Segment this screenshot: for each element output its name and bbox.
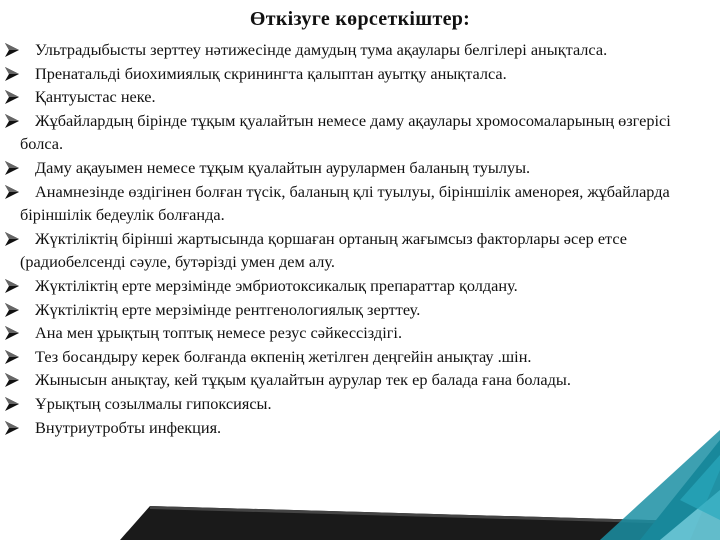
- arrowhead-bullet-icon: [5, 161, 19, 175]
- list-item: [20, 38, 710, 62]
- list-item-text: Жынысын анықтау, кей тұқым қуалайтын аурулар тек ер балада ғана болады.: [35, 370, 571, 390]
- list-item: [20, 345, 710, 369]
- arrowhead-bullet-icon: [5, 279, 19, 293]
- list-item-text: Тез босандыру керек болғанда өкпенің жетілген деңгейін анықтау .шін.: [35, 346, 532, 366]
- arrowhead-bullet-icon: [5, 350, 19, 364]
- list-item: [20, 416, 710, 440]
- list-item: [20, 321, 710, 345]
- list-item: [20, 156, 710, 180]
- list-item: [20, 62, 710, 86]
- list-item: [20, 392, 710, 416]
- arrowhead-bullet-icon: [5, 114, 19, 128]
- bottom-bar-shape: [120, 506, 720, 540]
- slide-title: Өткізуге көрсеткіштер:: [249, 8, 471, 30]
- list-item-text: Внутриутробты инфекция.: [35, 417, 222, 437]
- list-item: [20, 368, 710, 392]
- list-item: [20, 274, 710, 298]
- arrowhead-bullet-icon: [5, 373, 19, 387]
- indications-list: [20, 38, 710, 439]
- arrowhead-bullet-icon: [5, 326, 19, 340]
- arrowhead-bullet-icon: [5, 90, 19, 104]
- arrowhead-bullet-icon: [5, 43, 19, 57]
- list-item-text: Жұбайлардың бірінде тұқым қуалайтын немесе даму ақаулары хромосомаларының өзгерісі болса.: [20, 110, 671, 154]
- corner-shard-accent: [680, 455, 720, 520]
- corner-shard-mid: [600, 430, 720, 540]
- list-item: [20, 298, 710, 322]
- list-item: [20, 85, 710, 109]
- arrowhead-bullet-icon: [5, 232, 19, 246]
- list-item-text: Жүктіліктің бірінші жартысында қоршаған ортаның жағымсыз факторлары әсер етсе (радиобелсенді сәуле, бутәрізді умен дем алу.: [20, 228, 628, 272]
- list-item-text: Ана мен ұрықтың топтық немесе резус сәйкессіздігі.: [35, 323, 403, 343]
- arrowhead-bullet-icon: [5, 67, 19, 81]
- arrowhead-bullet-icon: [5, 303, 19, 317]
- list-item-text: Пренатальді биохимиялық скринингта қалыптан ауытқу анықталса.: [35, 63, 507, 83]
- arrowhead-bullet-icon: [5, 397, 19, 411]
- arrowhead-bullet-icon: [5, 421, 19, 435]
- list-item-text: Жүктіліктің ерте мерзімінде эмбриотоксикалық препараттар қолдану.: [35, 275, 518, 295]
- list-item: [20, 109, 710, 156]
- list-item: [20, 227, 710, 274]
- list-item-text: Анамнезінде өздігінен болған түсік, баланың қлі туылуы, біріншілік аменорея, жұбайларда біріншілік бедеулік болғанда.: [20, 181, 670, 225]
- list-item-text: Қантуыстас неке.: [35, 87, 156, 107]
- corner-shard-light: [660, 490, 720, 540]
- arrowhead-bullet-icon: [5, 185, 19, 199]
- corner-shard-dark: [640, 440, 720, 540]
- list-item-text: Ультрадыбысты зерттеу нәтижесінде дамудың тума ақаулары белгілері анықталса.: [35, 40, 608, 59]
- list-item-text: Даму ақауымен немесе тұқым қуалайтын аурулармен баланың туылуы.: [35, 157, 531, 177]
- bottom-bar-highlight: [150, 506, 720, 525]
- list-item-text: Ұрықтың созылмалы гипоксиясы.: [35, 393, 272, 413]
- list-item: [20, 180, 710, 227]
- list-item-text: Жүктіліктің ерте мерзімінде рентгенологиялық зерттеу.: [35, 299, 421, 319]
